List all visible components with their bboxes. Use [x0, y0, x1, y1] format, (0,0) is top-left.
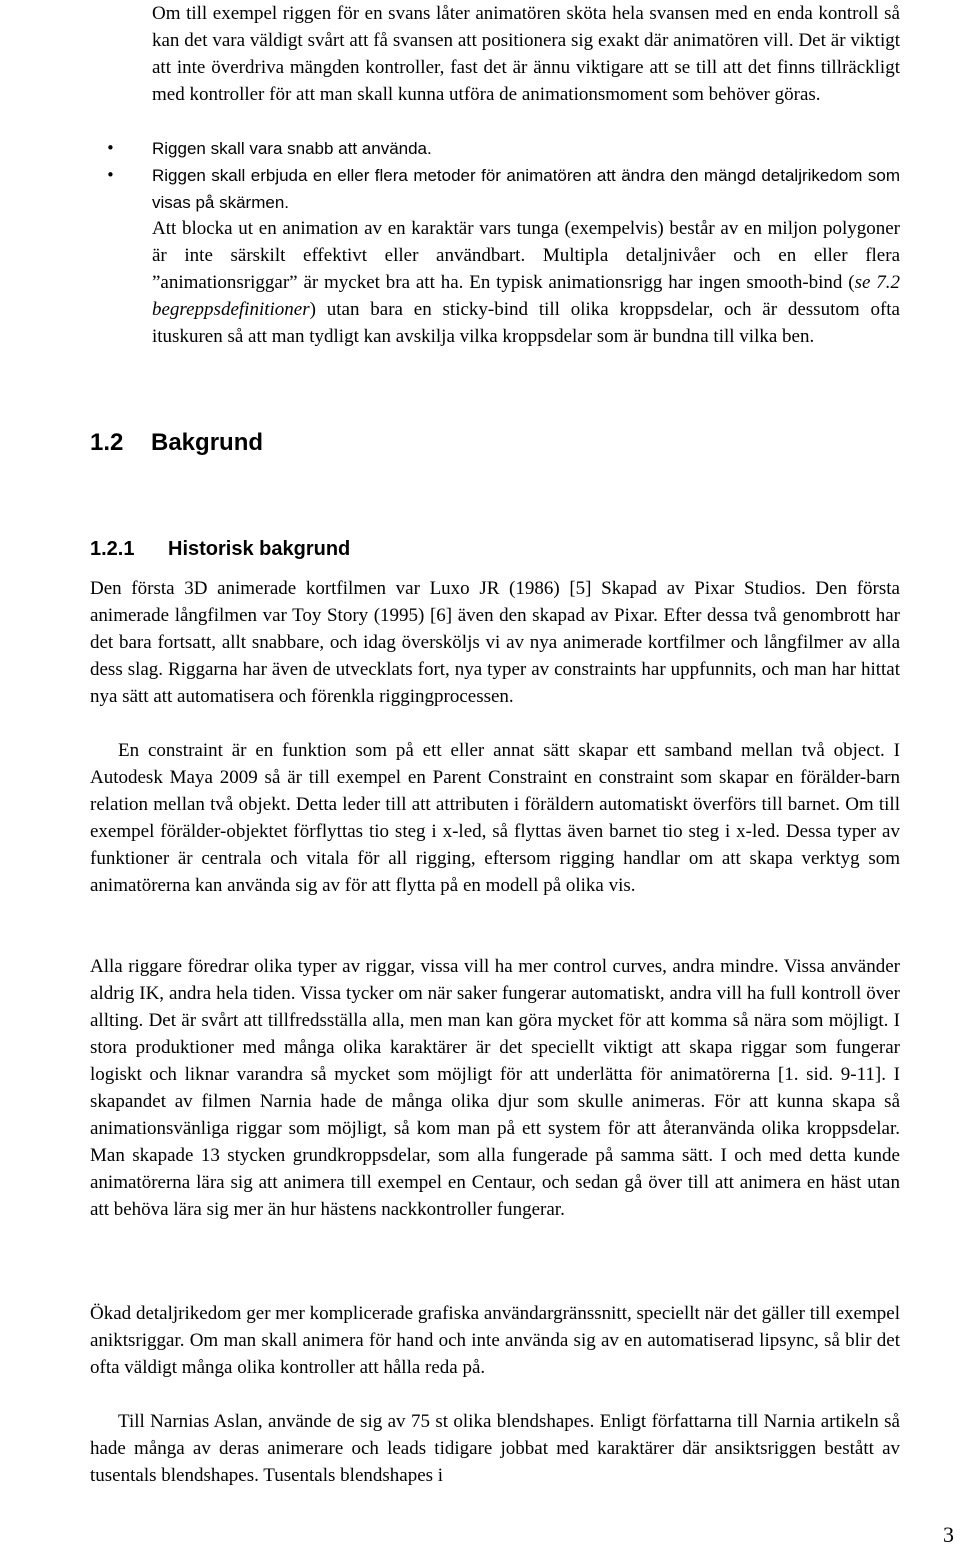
page-number: 3 — [943, 1522, 954, 1547]
paragraph-riggers: Alla riggare föredrar olika typer av riggar, vissa vill ha mer control curves, andra mindre. Vissa använder aldrig IK, andra hela tiden. Vissa tycker om när saker fungerar automatiskt, andra vill ha full kontroll över allting. Det är svårt att tillfredsställa alla, men man kan göra mycket för att komma så nära som möjligt. I stora produktioner med många olika karaktärer är det speciellt viktigt att skapa riggar som fungerar logiskt och liknar varandra så mycket som möjligt för att underlätta för animatörerna [1. sid. 9-11]. I skapandet av filmen Narnia hade de många olika djur som skulle animeras. För att kunna skapa så animationsvänliga riggar som möjligt, så kom man på ett system för att återanvända olika kroppsdelar. Man skapade 13 stycken grundkroppsdelar, som alla fungerade på samma sätt. I och med detta kunde animatörerna lära sig att animera till exempel en Centaur, och sedan gå över till att animera en häst utan att behöva lära sig mer än hur hästens nackkontroller fungerar. — [90, 956, 900, 1220]
paragraph-tail-control: Om till exempel riggen för en svans låter animatören sköta hela svansen med en enda kontroll så kan det vara väldigt svårt att få svansen att positionera sig exakt där animatören vill. Det är viktigt att inte överdriva mängden kontroller, fast det är ännu viktigare att se till att det finns tillräckligt med kontroller för att man skall kunna utföra de animationsmoment som behöver göras. — [152, 3, 900, 105]
section-number: 1.2 — [90, 429, 124, 456]
section-heading — [90, 428, 263, 458]
paragraph-detail-ui: Ökad detaljrikedom ger mer komplicerade grafiska användargränssnitt, speciellt när det gäller till exempel aniktsriggar. Om man skall animera för hand och inte använda sig av en automatiserad lipsync, så blir det ofta väldigt många olika kontroller att hålla reda på. — [90, 1303, 900, 1378]
paragraph-text: ) utan bara en sticky-bind till olika kroppsdelar, och är dessutom ofta ituskuren så att man tydligt kan avskilja vilka kroppsdelar som är bundna till vilka ben. — [152, 299, 900, 347]
subsection-title: Historisk bakgrund — [168, 538, 351, 560]
paragraph-history: Den första 3D animerade kortfilmen var Luxo JR (1986) [5] Skapad av Pixar Studios. Den första animerade långfilmen var Toy Story (1995) [6] även den skapad av Pixar. Efter dessa två genombrott har det bara fortsatt, allt snabbare, och idag översköljs vi av nya animerade kortfilmer och långfilmer av alla dess slag. Riggarna har även de utvecklats fort, nya typer av constraints har uppfunnits, och man har hittat nya sätt att automatisera och förenkla riggingprocessen. — [90, 578, 900, 707]
bullet-marker: • — [106, 139, 115, 157]
section-title: Bakgrund — [151, 429, 264, 456]
paragraph-text: Att blocka ut en animation av en karaktär vars tunga (exempelvis) består av en miljon polygoner är inte särskilt effektivt eller användbart. Multipla detaljnivåer och en eller flera ”animationsriggar” är mycket bra att ha. En typisk animationsrigg har ingen smooth-bind ( — [152, 218, 900, 293]
paragraph-detail-levels — [152, 215, 900, 350]
bullet-item: Riggen skall vara snabb att använda. — [152, 139, 432, 158]
paragraph-aslan: Till Narnias Aslan, använde de sig av 75 st olika blendshapes. Enligt författarna till Narnia artikeln så hade många av deras animerare och leads tidigare jobbat med karaktärer där ansiktsriggen bestått av tusentals blendshapes. Tusentals blendshapes i — [90, 1411, 900, 1486]
bullet-marker: • — [106, 166, 115, 184]
subsection-number: 1.2.1 — [90, 538, 135, 560]
subsection-heading — [90, 535, 350, 563]
bullet-item: Riggen skall erbjuda en eller flera metoder för animatören att ändra den mängd detaljrikedom som visas på skärmen. — [152, 166, 900, 212]
paragraph-constraints: En constraint är en funktion som på ett eller annat sätt skapar ett samband mellan två object. I Autodesk Maya 2009 så är till exempel en Parent Constraint en constraint som skapar en förälder-barn relation mellan två objekt. Detta leder till att attributen i föräldern automatiskt överförs till barnet. Om till exempel förälder-objektet förflyttas tio steg i x-led, så flyttas även barnet tio steg i x-led. Dessa typer av funktioner är centrala och vitala för all rigging, eftersom rigging handlar om att skapa verktyg som animatörerna kan använda sig av för att flytta på en modell på olika vis. — [90, 740, 900, 896]
cross-reference: se 7.2 begreppsdefinitioner — [152, 272, 901, 320]
